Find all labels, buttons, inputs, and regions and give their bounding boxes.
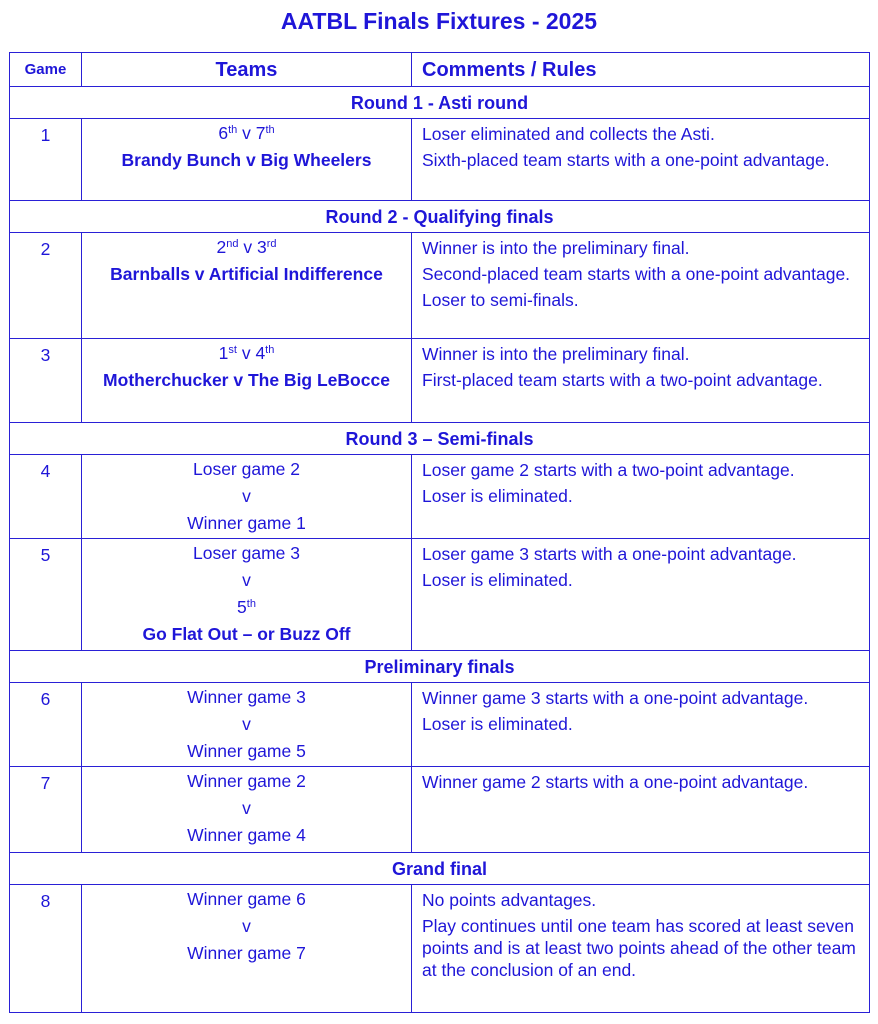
game-number: 7 bbox=[10, 767, 82, 853]
team-a: Winner game 3 bbox=[187, 687, 306, 707]
game-number: 1 bbox=[10, 119, 82, 201]
game-number: 5 bbox=[10, 539, 82, 651]
table-row bbox=[10, 539, 870, 651]
comment: Winner game 2 starts with a one-point advantage. bbox=[422, 772, 809, 792]
versus: v bbox=[242, 570, 251, 590]
header-row bbox=[10, 53, 870, 87]
round-row bbox=[10, 853, 870, 885]
comments-cell bbox=[412, 767, 870, 853]
table-row bbox=[10, 233, 870, 339]
team-a: Loser game 2 bbox=[192, 459, 300, 479]
game-number: 8 bbox=[10, 885, 82, 1013]
round-row bbox=[10, 201, 870, 233]
game-number: 2 bbox=[10, 233, 82, 339]
table-row bbox=[10, 885, 870, 1013]
table-row bbox=[10, 339, 870, 423]
round-heading: Round 1 - Asti round bbox=[10, 87, 870, 119]
team-b: Winner game 5 bbox=[187, 741, 306, 761]
round-row bbox=[10, 423, 870, 455]
table-row bbox=[10, 455, 870, 539]
teams-cell bbox=[82, 455, 412, 539]
table-row bbox=[10, 119, 870, 201]
comment: Loser is eliminated. bbox=[422, 570, 573, 590]
comment: Loser game 2 starts with a two-point advantage. bbox=[422, 460, 795, 480]
round-heading: Grand final bbox=[10, 853, 870, 885]
header-game: Game bbox=[10, 53, 82, 87]
team-names: Brandy Bunch v Big Wheelers bbox=[121, 150, 372, 170]
teams-cell bbox=[82, 767, 412, 853]
comment: Second-placed team starts with a one-point advantage. bbox=[422, 264, 851, 284]
round-heading: Round 3 – Semi-finals bbox=[10, 423, 870, 455]
header-comments: Comments / Rules bbox=[412, 53, 870, 87]
teams-cell bbox=[82, 339, 412, 423]
fixtures-table bbox=[9, 52, 870, 1013]
team-b: Go Flat Out – or Buzz Off bbox=[142, 624, 351, 644]
comments-cell bbox=[412, 339, 870, 423]
comment: Loser is eliminated. bbox=[422, 714, 573, 734]
positions: 6th v 7th bbox=[218, 123, 275, 143]
comments-cell bbox=[412, 233, 870, 339]
teams-cell bbox=[82, 119, 412, 201]
team-names: Barnballs v Artificial Indifference bbox=[110, 264, 383, 284]
header-teams: Teams bbox=[82, 53, 412, 87]
comment: Loser game 3 starts with a one-point advantage. bbox=[422, 544, 797, 564]
comment: Winner game 3 starts with a one-point advantage. bbox=[422, 688, 809, 708]
page-title: AATBL Finals Fixtures - 2025 bbox=[280, 8, 598, 34]
comment: First-placed team starts with a two-point advantage. bbox=[422, 370, 823, 390]
comments-cell bbox=[412, 683, 870, 767]
table-row bbox=[10, 767, 870, 853]
round-row bbox=[10, 651, 870, 683]
comments-cell bbox=[412, 119, 870, 201]
comments-cell bbox=[412, 885, 870, 1013]
game-number: 4 bbox=[10, 455, 82, 539]
comment: Loser to semi-finals. bbox=[422, 290, 579, 310]
round-heading: Round 2 - Qualifying finals bbox=[10, 201, 870, 233]
game-number: 6 bbox=[10, 683, 82, 767]
versus: v bbox=[242, 916, 251, 936]
positions: 1st v 4th bbox=[218, 343, 275, 363]
teams-cell bbox=[82, 683, 412, 767]
team-b: Winner game 4 bbox=[187, 825, 306, 845]
team-a: Loser game 3 bbox=[192, 543, 300, 563]
versus: v bbox=[242, 714, 251, 734]
comment: Sixth-placed team starts with a one-point advantage. bbox=[422, 150, 830, 170]
team-a: Winner game 6 bbox=[187, 889, 306, 909]
team-b: Winner game 1 bbox=[187, 513, 306, 533]
comment: No points advantages. bbox=[422, 890, 597, 910]
teams-cell bbox=[82, 233, 412, 339]
teams-cell bbox=[82, 885, 412, 1013]
positions: 2nd v 3rd bbox=[216, 237, 277, 257]
comment: Winner is into the preliminary final. bbox=[422, 344, 690, 364]
position: 5th bbox=[237, 597, 256, 617]
game-number: 3 bbox=[10, 339, 82, 423]
team-a: Winner game 2 bbox=[187, 771, 306, 791]
round-row bbox=[10, 87, 870, 119]
team-b: Winner game 7 bbox=[187, 943, 306, 963]
comment: Loser eliminated and collects the Asti. bbox=[422, 124, 715, 144]
comments-cell bbox=[412, 455, 870, 539]
comment: Play continues until one team has scored at least seven points and is at least two points ahead of the other team at the conclusion of an end. bbox=[422, 916, 856, 980]
round-heading: Preliminary finals bbox=[10, 651, 870, 683]
comment: Winner is into the preliminary final. bbox=[422, 238, 690, 258]
teams-cell bbox=[82, 539, 412, 651]
versus: v bbox=[242, 486, 251, 506]
comments-cell bbox=[412, 539, 870, 651]
team-names: Motherchucker v The Big LeBocce bbox=[103, 370, 390, 390]
table-row bbox=[10, 683, 870, 767]
versus: v bbox=[242, 798, 251, 818]
comment: Loser is eliminated. bbox=[422, 486, 573, 506]
